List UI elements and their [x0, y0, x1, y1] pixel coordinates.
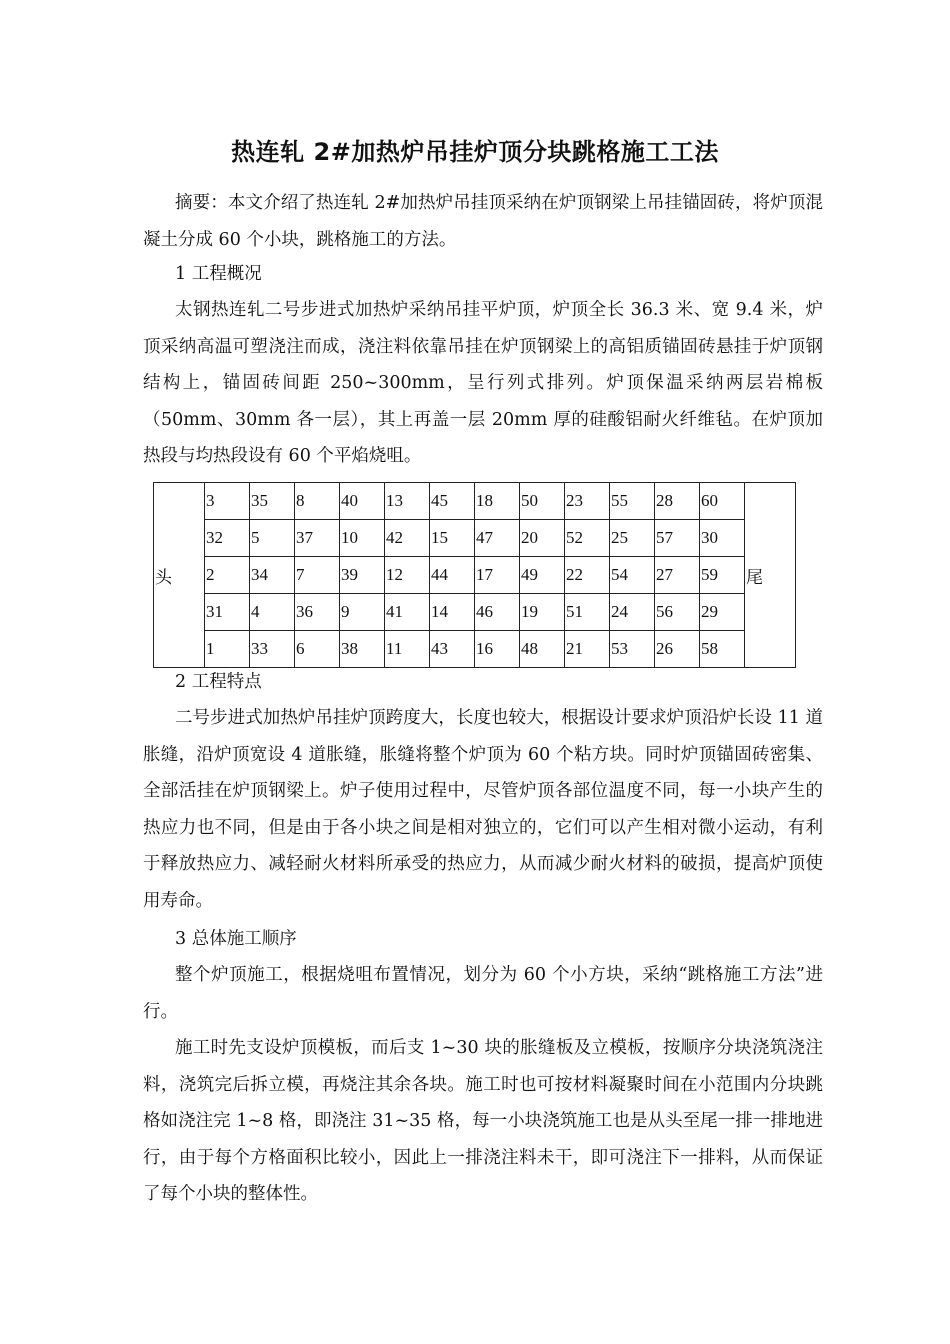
grid-cell: 27 — [655, 557, 700, 594]
grid-cell: 40 — [340, 483, 385, 520]
grid-cell: 34 — [250, 557, 295, 594]
grid-cell: 38 — [340, 631, 385, 668]
grid-cell: 49 — [520, 557, 565, 594]
grid-cell: 36 — [295, 594, 340, 631]
grid-cell: 11 — [385, 631, 430, 668]
grid-cell: 57 — [655, 520, 700, 557]
grid-cell: 42 — [385, 520, 430, 557]
grid-cell: 26 — [655, 631, 700, 668]
grid-cell: 15 — [430, 520, 475, 557]
grid-cell: 19 — [520, 594, 565, 631]
grid-cell: 56 — [655, 594, 700, 631]
grid-cell: 50 — [520, 483, 565, 520]
grid-cell: 12 — [385, 557, 430, 594]
grid-cell: 21 — [565, 631, 610, 668]
grid-cell: 16 — [475, 631, 520, 668]
grid-cell: 39 — [340, 557, 385, 594]
grid-cell: 30 — [700, 520, 745, 557]
grid-cell: 35 — [250, 483, 295, 520]
grid-row — [154, 594, 796, 631]
section3-body-1: 整个炉顶施工，根据烧咀布置情况，划分为 60 个小方块，采纳“跳格施工方法”进行。 — [143, 965, 823, 1022]
grid-cell: 5 — [250, 520, 295, 557]
section2-body: 二号步进式加热炉吊挂炉顶跨度大，长度也较大，根据设计要求炉顶沿炉长设 11 道胀缝，沿炉顶宽设 4 道胀缝，胀缝将整个炉顶为 60 个粘方块。同时炉顶锚固砖密集、全部活挂在炉顶钢梁上。炉子使用过程中，尽管炉顶各部位温度不同，每一小块产生的热应力也不同，但是由于各小块之间是相对独立的，它们可以产生相对微小运动，有利于释放热应力、减轻耐火材料所承受的热应力，从而减少耐火材料的破损，提高炉顶使用寿命。 — [143, 708, 823, 911]
document-title: 热连轧 2#加热炉吊挂炉顶分块跳格施工工法 — [231, 138, 719, 166]
grid-cell: 45 — [430, 483, 475, 520]
grid-cell: 8 — [295, 483, 340, 520]
grid-row — [154, 631, 796, 668]
grid-cell: 54 — [610, 557, 655, 594]
grid-cell: 14 — [430, 594, 475, 631]
grid-cell: 13 — [385, 483, 430, 520]
grid-cell: 24 — [610, 594, 655, 631]
grid-cell: 23 — [565, 483, 610, 520]
grid-row — [154, 483, 796, 520]
grid-cell: 51 — [565, 594, 610, 631]
section1-body: 太钢热连轧二号步进式加热炉采纳吊挂平炉顶，炉顶全长 36.3 米、宽 9.4 米，炉顶采纳高温可塑浇注而成，浇注料依靠吊挂在炉顶钢梁上的高铝质锚固砖悬挂于炉顶钢结构上，锚固砖间距 250~300mm，呈行列式排列。炉顶保温采纳两层岩棉板（50mm、30mm 各一层），其上再盖一层 20mm 厚的硅酸铝耐火纤维毡。在炉顶加热段与均热段设有 60 个平焰烧咀。 — [143, 300, 823, 466]
grid-cell: 55 — [610, 483, 655, 520]
abstract-paragraph: 摘要：本文介绍了热连轧 2#加热炉吊挂顶采纳在炉顶钢梁上吊挂锚固砖，将炉顶混凝土分成 60 个小块，跳格施工的方法。 — [143, 193, 823, 250]
grid-cell: 2 — [205, 557, 250, 594]
grid-row — [154, 557, 796, 594]
grid-cell: 9 — [340, 594, 385, 631]
pour-sequence-grid — [153, 482, 796, 668]
grid-cell: 32 — [205, 520, 250, 557]
grid-cell: 25 — [610, 520, 655, 557]
grid-row — [154, 520, 796, 557]
grid-cell: 44 — [430, 557, 475, 594]
grid-cell: 10 — [340, 520, 385, 557]
grid-cell: 20 — [520, 520, 565, 557]
grid-cell: 1 — [205, 631, 250, 668]
grid-cell: 48 — [520, 631, 565, 668]
section3-body-2: 施工时先支设炉顶模板，而后支 1~30 块的胀缝板及立模板，按顺序分块浇筑浇注料，浇筑完后拆立模，再烧注其余各块。施工时也可按材料凝聚时间在小范围内分块跳格如浇注完 1~8 格，即浇注 31~35 格，每一小块浇筑施工也是从头至尾一排一排地进行，由于每个方格面积比较小，因此上一排浇注料未干，即可浇注下一排料，从而保证了每个小块的整体性。 — [143, 1038, 823, 1204]
grid-tail-label: 尾 — [745, 483, 796, 668]
section3-heading: 3 总体施工顺序 — [175, 929, 297, 949]
grid-head-label: 头 — [154, 483, 205, 668]
grid-cell: 41 — [385, 594, 430, 631]
grid-cell: 52 — [565, 520, 610, 557]
grid-cell: 17 — [475, 557, 520, 594]
grid-cell: 29 — [700, 594, 745, 631]
grid-cell: 4 — [250, 594, 295, 631]
grid-cell: 7 — [295, 557, 340, 594]
section2-heading: 2 工程特点 — [175, 672, 262, 692]
grid-cell: 46 — [475, 594, 520, 631]
grid-cell: 58 — [700, 631, 745, 668]
grid-cell: 18 — [475, 483, 520, 520]
grid-cell: 3 — [205, 483, 250, 520]
grid-cell: 59 — [700, 557, 745, 594]
grid-cell: 31 — [205, 594, 250, 631]
grid-cell: 47 — [475, 520, 520, 557]
grid-cell: 37 — [295, 520, 340, 557]
grid-cell: 6 — [295, 631, 340, 668]
section1-heading: 1 工程概况 — [175, 264, 262, 284]
grid-cell: 60 — [700, 483, 745, 520]
grid-cell: 43 — [430, 631, 475, 668]
grid-cell: 33 — [250, 631, 295, 668]
grid-cell: 22 — [565, 557, 610, 594]
grid-cell: 53 — [610, 631, 655, 668]
grid-cell: 28 — [655, 483, 700, 520]
